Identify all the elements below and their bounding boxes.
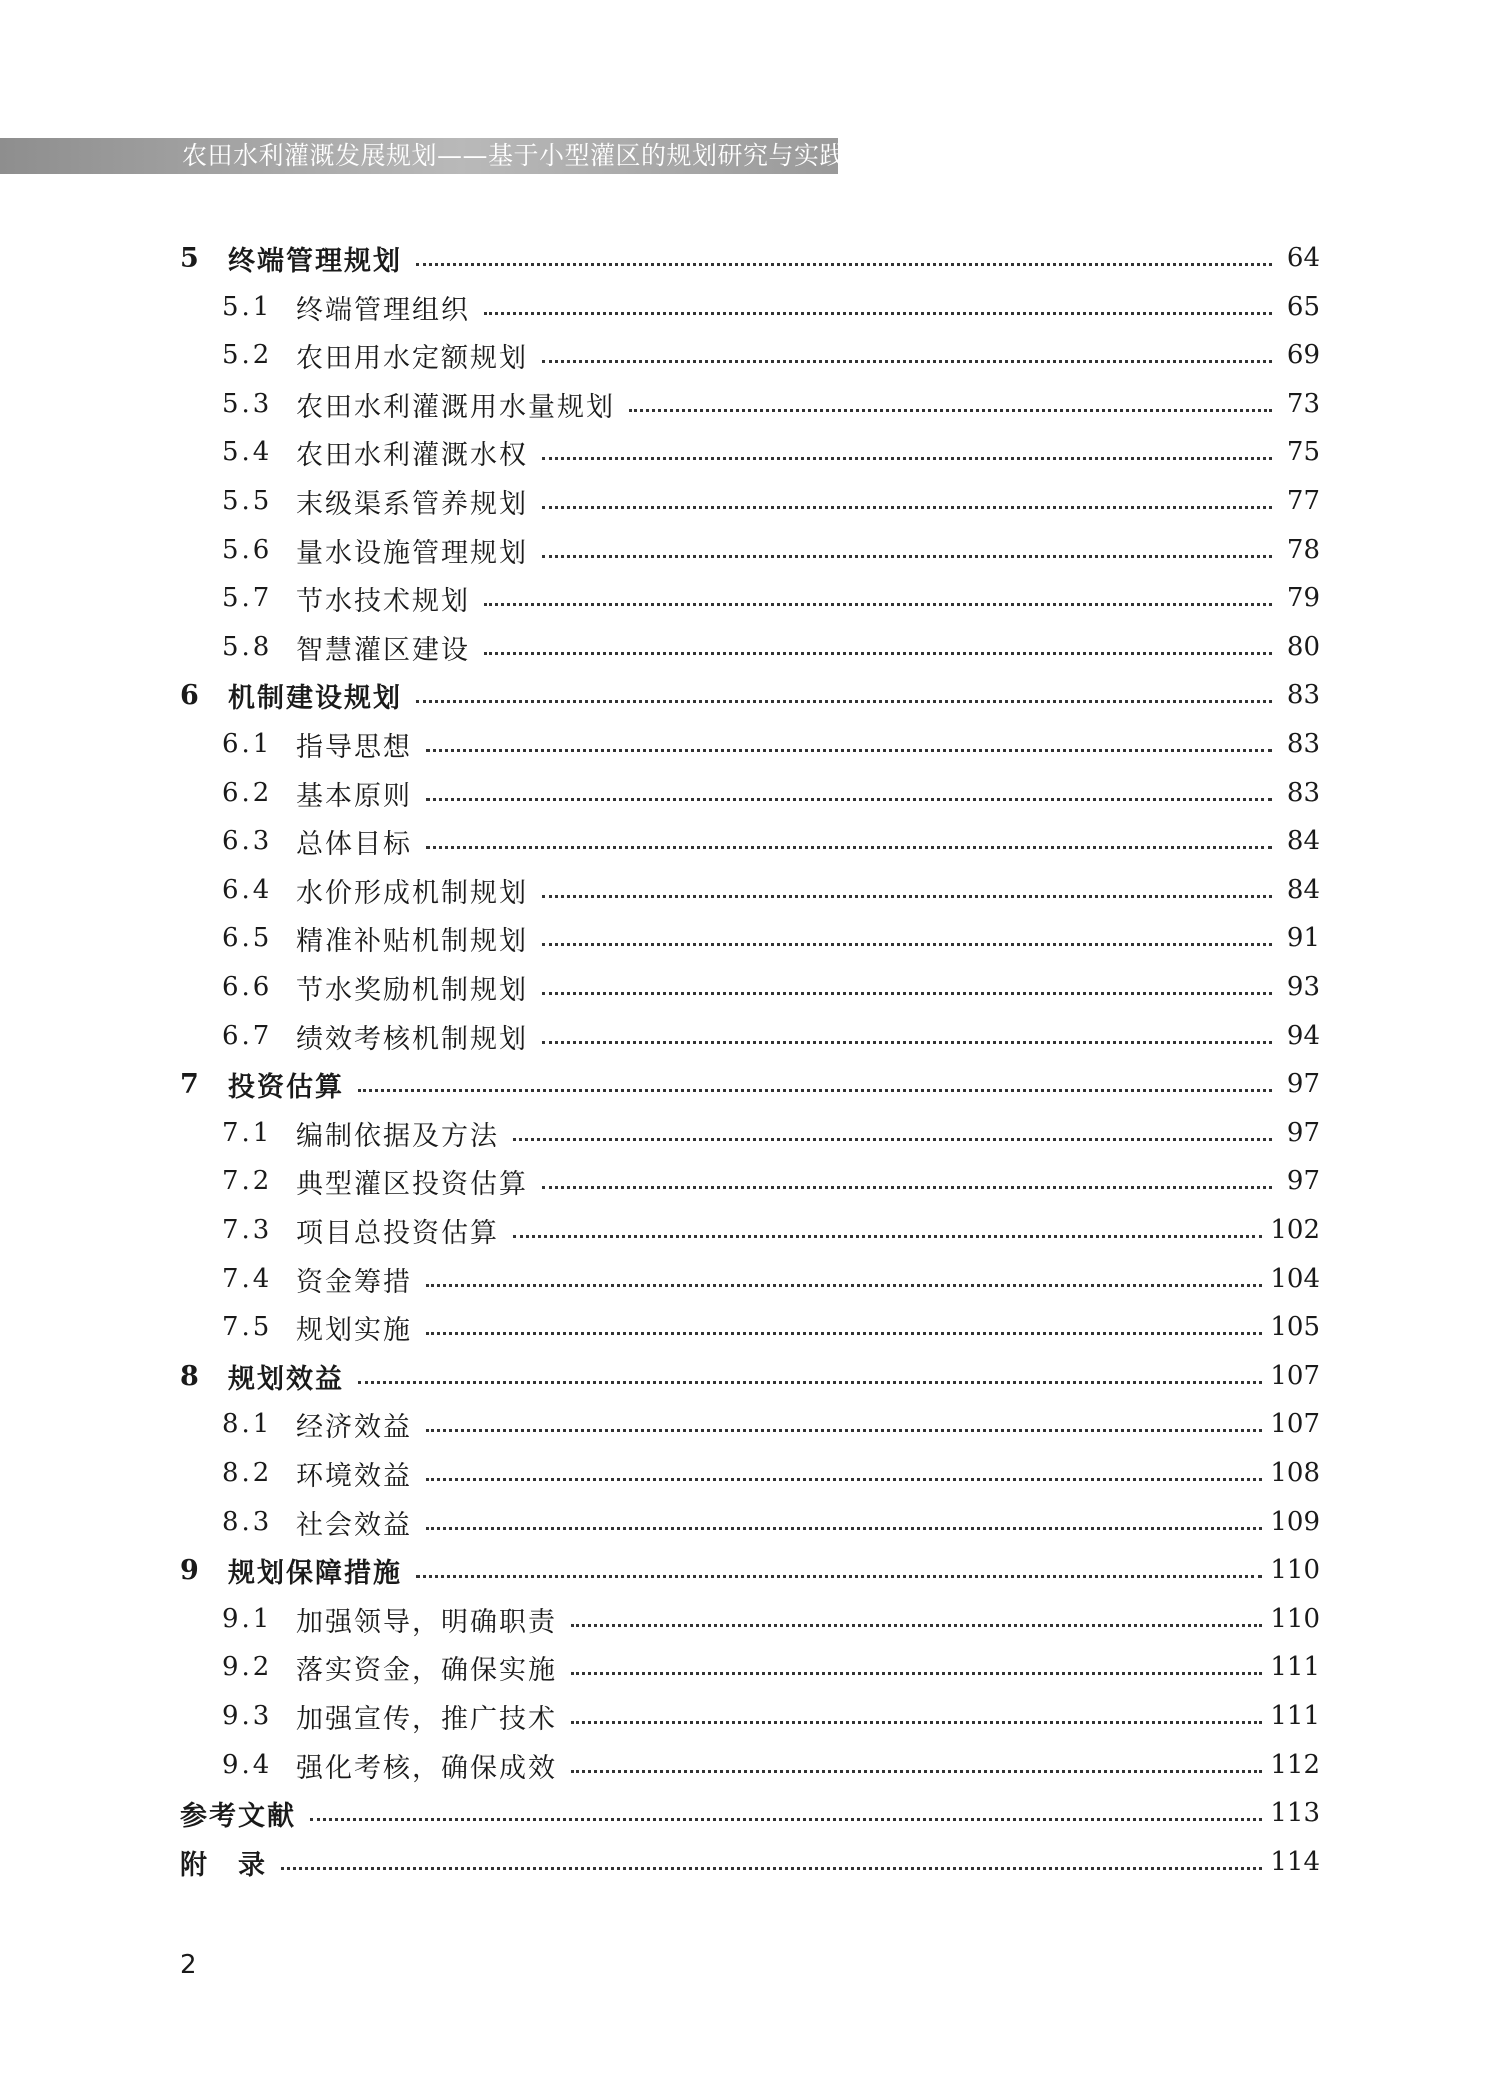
toc-entry-page: 97 bbox=[1286, 1118, 1320, 1148]
toc-entry-number: 5.4 bbox=[222, 437, 273, 467]
toc-entry-page: 78 bbox=[1286, 535, 1320, 565]
toc-entry-page: 94 bbox=[1286, 1021, 1320, 1051]
toc-entry-number: 6.2 bbox=[222, 778, 273, 808]
toc-entry-page: 113 bbox=[1270, 1798, 1320, 1828]
toc-entry-page: 110 bbox=[1270, 1604, 1320, 1634]
toc-entry-title: 加强宣传，推广技术 bbox=[296, 1703, 557, 1735]
toc-entry-title: 典型灌区投资估算 bbox=[296, 1168, 528, 1200]
toc-entry-title: 编制依据及方法 bbox=[296, 1120, 499, 1152]
toc-entry-number: 8.2 bbox=[222, 1458, 273, 1488]
toc-entry-title: 终端管理规划 bbox=[228, 245, 402, 277]
dot-leader bbox=[513, 1138, 1272, 1141]
toc-entry-title: 水价形成机制规划 bbox=[296, 877, 528, 909]
toc-section-entry[interactable] bbox=[180, 380, 1320, 428]
dot-leader bbox=[542, 360, 1272, 363]
toc-section-entry[interactable] bbox=[180, 283, 1320, 331]
toc-entry-page: 107 bbox=[1270, 1361, 1320, 1391]
toc-section-entry[interactable] bbox=[180, 428, 1320, 476]
toc-entry-number: 8.3 bbox=[222, 1507, 273, 1537]
dot-leader bbox=[310, 1818, 1262, 1821]
toc-entry-page: 75 bbox=[1286, 437, 1320, 467]
toc-entry-number: 7.2 bbox=[222, 1166, 273, 1196]
toc-entry-number: 6.7 bbox=[222, 1021, 273, 1051]
toc-entry-title: 末级渠系管养规划 bbox=[296, 488, 528, 520]
toc-section-entry[interactable] bbox=[180, 1449, 1320, 1497]
toc-entry-page: 102 bbox=[1270, 1215, 1320, 1245]
toc-backmatter-entry[interactable] bbox=[180, 1789, 1320, 1837]
toc-entry-page: 77 bbox=[1286, 486, 1320, 516]
toc-entry-title: 落实资金，确保实施 bbox=[296, 1654, 557, 1686]
toc-entry-number: 6 bbox=[180, 679, 199, 711]
dot-leader bbox=[426, 846, 1272, 849]
toc-entry-title: 基本原则 bbox=[296, 780, 412, 812]
dot-leader bbox=[542, 555, 1272, 558]
toc-entry-number: 5.5 bbox=[222, 486, 273, 516]
toc-section-entry[interactable] bbox=[180, 866, 1320, 914]
toc-entry-page: 109 bbox=[1270, 1507, 1320, 1537]
toc-entry-title: 社会效益 bbox=[296, 1509, 412, 1541]
toc-entry-title: 规划实施 bbox=[296, 1314, 412, 1346]
toc-section-entry[interactable] bbox=[180, 963, 1320, 1011]
toc-entry-page: 83 bbox=[1286, 729, 1320, 759]
toc-chapter-entry[interactable] bbox=[180, 234, 1320, 282]
toc-section-entry[interactable] bbox=[180, 1741, 1320, 1789]
dot-leader bbox=[571, 1624, 1262, 1627]
dot-leader bbox=[426, 798, 1272, 801]
toc-entry-number: 5.7 bbox=[222, 583, 273, 613]
toc-entry-title: 农田水利灌溉用水量规划 bbox=[296, 391, 615, 423]
toc-entry-number: 7.1 bbox=[222, 1118, 273, 1148]
dot-leader bbox=[426, 1429, 1262, 1432]
toc-entry-title: 附 录 bbox=[180, 1849, 267, 1881]
toc-entry-number: 9.2 bbox=[222, 1652, 273, 1682]
toc-entry-number: 5 bbox=[180, 242, 199, 274]
toc-entry-title: 项目总投资估算 bbox=[296, 1217, 499, 1249]
dot-leader bbox=[426, 1284, 1262, 1287]
toc-section-entry[interactable] bbox=[180, 1206, 1320, 1254]
toc-section-entry[interactable] bbox=[180, 1109, 1320, 1157]
toc-entry-number: 9.4 bbox=[222, 1750, 273, 1780]
toc-entry-title: 精准补贴机制规划 bbox=[296, 925, 528, 957]
toc-section-entry[interactable] bbox=[180, 1012, 1320, 1060]
dot-leader bbox=[484, 603, 1272, 606]
toc-chapter-entry[interactable] bbox=[180, 1352, 1320, 1400]
toc-entry-number: 6.3 bbox=[222, 826, 273, 856]
toc-entry-number: 9 bbox=[180, 1554, 199, 1586]
toc-entry-title: 总体目标 bbox=[296, 828, 412, 860]
toc-entry-number: 5.6 bbox=[222, 535, 273, 565]
toc-entry-number: 9.1 bbox=[222, 1604, 273, 1634]
running-header-title: 农田水利灌溉发展规划——基于小型灌区的规划研究与实践 bbox=[182, 141, 846, 170]
dot-leader bbox=[542, 943, 1272, 946]
dot-leader bbox=[281, 1867, 1262, 1870]
dot-leader bbox=[542, 1186, 1272, 1189]
dot-leader bbox=[426, 749, 1272, 752]
toc-section-entry[interactable] bbox=[180, 1498, 1320, 1546]
toc-entry-title: 资金筹措 bbox=[296, 1266, 412, 1298]
toc-section-entry[interactable] bbox=[180, 526, 1320, 574]
toc-entry-page: 114 bbox=[1270, 1847, 1320, 1877]
toc-entry-number: 5.8 bbox=[222, 632, 273, 662]
toc-entry-title: 加强领导，明确职责 bbox=[296, 1606, 557, 1638]
toc-section-entry[interactable] bbox=[180, 331, 1320, 379]
dot-leader bbox=[571, 1672, 1262, 1675]
toc-entry-page: 93 bbox=[1286, 972, 1320, 1002]
dot-leader bbox=[629, 409, 1272, 412]
toc-entry-page: 107 bbox=[1270, 1409, 1320, 1439]
toc-entry-page: 84 bbox=[1286, 826, 1320, 856]
toc-entry-page: 111 bbox=[1270, 1652, 1320, 1682]
toc-entry-page: 108 bbox=[1270, 1458, 1320, 1488]
dot-leader bbox=[484, 652, 1272, 655]
toc-entry-number: 9.3 bbox=[222, 1701, 273, 1731]
toc-entry-page: 97 bbox=[1286, 1166, 1320, 1196]
toc-entry-number: 7 bbox=[180, 1068, 199, 1100]
toc-entry-title: 经济效益 bbox=[296, 1411, 412, 1443]
dot-leader bbox=[571, 1770, 1262, 1773]
toc-entry-number: 5.2 bbox=[222, 340, 273, 370]
toc-entry-page: 110 bbox=[1270, 1555, 1320, 1585]
toc-entry-title: 参考文献 bbox=[180, 1800, 296, 1832]
dot-leader bbox=[484, 312, 1272, 315]
toc-section-entry[interactable] bbox=[180, 1595, 1320, 1643]
toc-entry-page: 112 bbox=[1270, 1750, 1320, 1780]
toc-entry-title: 绩效考核机制规划 bbox=[296, 1023, 528, 1055]
toc-entry-page: 80 bbox=[1286, 632, 1320, 662]
toc-entry-number: 6.4 bbox=[222, 875, 273, 905]
toc-entry-number: 6.5 bbox=[222, 923, 273, 953]
toc-chapter-entry[interactable] bbox=[180, 1060, 1320, 1108]
toc-section-entry[interactable] bbox=[180, 1692, 1320, 1740]
dot-leader bbox=[426, 1478, 1262, 1481]
toc-entry-page: 111 bbox=[1270, 1701, 1320, 1731]
toc-entry-number: 6.1 bbox=[222, 729, 273, 759]
toc-entry-title: 指导思想 bbox=[296, 731, 412, 763]
toc-entry-number: 5.3 bbox=[222, 389, 273, 419]
toc-entry-title: 终端管理组织 bbox=[296, 294, 470, 326]
toc-entry-title: 智慧灌区建设 bbox=[296, 634, 470, 666]
toc-chapter-entry[interactable] bbox=[180, 671, 1320, 719]
toc-entry-title: 机制建设规划 bbox=[228, 682, 402, 714]
toc-entry-number: 8.1 bbox=[222, 1409, 273, 1439]
toc-entry-page: 105 bbox=[1270, 1312, 1320, 1342]
toc-entry-title: 投资估算 bbox=[228, 1071, 344, 1103]
toc-entry-page: 83 bbox=[1286, 778, 1320, 808]
toc-entry-title: 农田用水定额规划 bbox=[296, 342, 528, 374]
toc-entry-number: 5.1 bbox=[222, 292, 273, 322]
toc-entry-page: 84 bbox=[1286, 875, 1320, 905]
toc-entry-page: 65 bbox=[1286, 292, 1320, 322]
toc-entry-page: 73 bbox=[1286, 389, 1320, 419]
dot-leader bbox=[426, 1527, 1262, 1530]
toc-entry-number: 8 bbox=[180, 1360, 199, 1392]
toc-section-entry[interactable] bbox=[180, 574, 1320, 622]
toc-entry-title: 节水技术规划 bbox=[296, 585, 470, 617]
toc-entry-title: 环境效益 bbox=[296, 1460, 412, 1492]
toc-entry-title: 规划效益 bbox=[228, 1363, 344, 1395]
toc-entry-title: 农田水利灌溉水权 bbox=[296, 439, 528, 471]
toc-section-entry[interactable] bbox=[180, 1157, 1320, 1205]
toc-section-entry[interactable] bbox=[180, 477, 1320, 525]
toc-entry-page: 104 bbox=[1270, 1264, 1320, 1294]
toc-section-entry[interactable] bbox=[180, 817, 1320, 865]
toc-chapter-entry[interactable] bbox=[180, 1546, 1320, 1594]
dot-leader bbox=[542, 457, 1272, 460]
toc-entry-page: 97 bbox=[1286, 1069, 1320, 1099]
dot-leader bbox=[542, 992, 1272, 995]
dot-leader bbox=[416, 1575, 1262, 1578]
dot-leader bbox=[358, 1089, 1272, 1092]
toc-entry-title: 节水奖励机制规划 bbox=[296, 974, 528, 1006]
toc-entry-number: 6.6 bbox=[222, 972, 273, 1002]
dot-leader bbox=[542, 1041, 1272, 1044]
toc-entry-number: 7.4 bbox=[222, 1264, 273, 1294]
toc-section-entry[interactable] bbox=[180, 623, 1320, 671]
page-number: 2 bbox=[180, 1950, 197, 1980]
toc-section-entry[interactable] bbox=[180, 769, 1320, 817]
toc-section-entry[interactable] bbox=[180, 720, 1320, 768]
toc-section-entry[interactable] bbox=[180, 1303, 1320, 1351]
toc-entry-title: 强化考核，确保成效 bbox=[296, 1752, 557, 1784]
dot-leader bbox=[571, 1721, 1262, 1724]
toc-entry-number: 7.3 bbox=[222, 1215, 273, 1245]
dot-leader bbox=[426, 1332, 1262, 1335]
toc-section-entry[interactable] bbox=[180, 1255, 1320, 1303]
dot-leader bbox=[542, 506, 1272, 509]
toc-entry-number: 7.5 bbox=[222, 1312, 273, 1342]
toc-entry-title: 量水设施管理规划 bbox=[296, 537, 528, 569]
toc-entry-title: 规划保障措施 bbox=[228, 1557, 402, 1589]
toc-entry-page: 79 bbox=[1286, 583, 1320, 613]
dot-leader bbox=[513, 1235, 1262, 1238]
toc-backmatter-entry[interactable] bbox=[180, 1838, 1320, 1886]
toc-section-entry[interactable] bbox=[180, 914, 1320, 962]
toc-section-entry[interactable] bbox=[180, 1400, 1320, 1448]
toc-entry-page: 64 bbox=[1286, 243, 1320, 273]
toc-entry-page: 83 bbox=[1286, 680, 1320, 710]
dot-leader bbox=[416, 700, 1272, 703]
toc-section-entry[interactable] bbox=[180, 1643, 1320, 1691]
dot-leader bbox=[358, 1381, 1262, 1384]
toc-entry-page: 69 bbox=[1286, 340, 1320, 370]
dot-leader bbox=[542, 895, 1272, 898]
dot-leader bbox=[416, 263, 1272, 266]
toc-entry-page: 91 bbox=[1286, 923, 1320, 953]
